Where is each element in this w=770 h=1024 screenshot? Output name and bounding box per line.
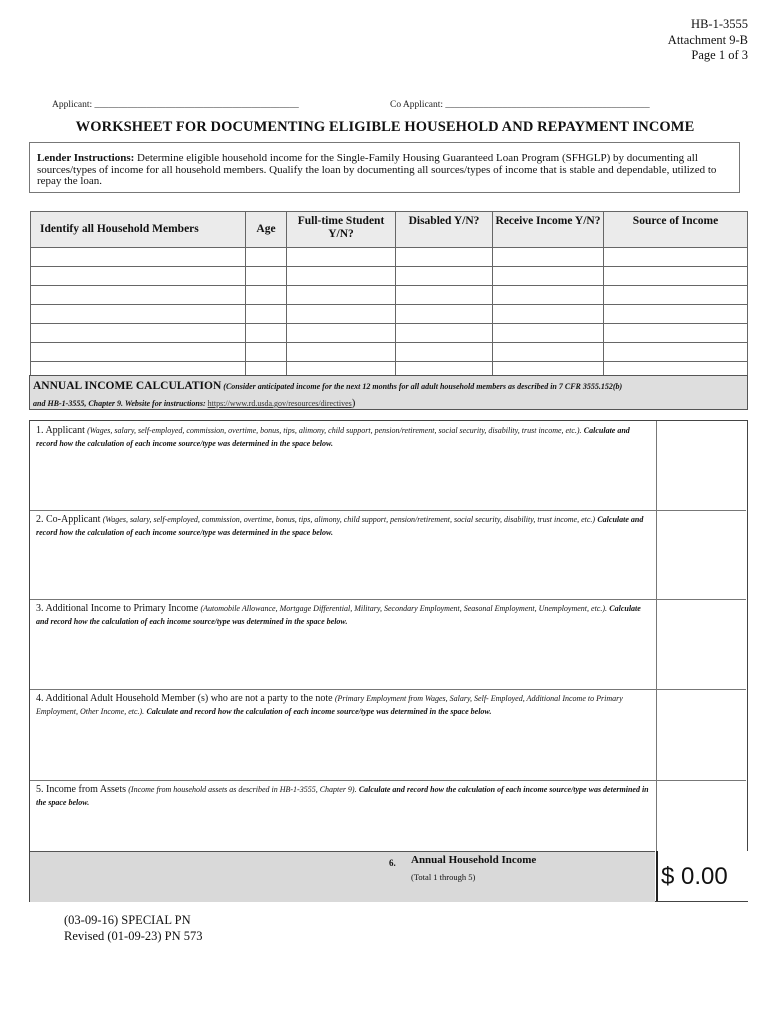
member-cell-input[interactable] — [287, 325, 395, 343]
co-applicant-field[interactable]: Co Applicant: ___________________________________________ — [390, 100, 650, 110]
member-cell[interactable] — [604, 286, 748, 305]
lender-instructions-text: Determine eligible household income for the Single-Family Housing Guaranteed Loan Program (SFHGLP) by documenting all sources/types of income for all household members. Qualify the loan by documenting all sources/types of income that is stable and dependable, utilized to repay the loan. — [37, 152, 717, 187]
section-2-italic: (Wages, salary, self-employed, commission, overtime, bonus, tips, alimony, child support, pension/retirement, social security, disability, trust income, etc.) — [102, 515, 596, 524]
member-cell[interactable] — [246, 305, 287, 324]
footer-line-2: Revised (01-09-23) PN 573 — [64, 929, 203, 943]
member-cell-input[interactable] — [246, 287, 286, 305]
section-4-bold: Calculate and record how the calculation of each income source/type was determined in the space below. — [146, 707, 492, 716]
member-cell[interactable] — [287, 305, 396, 324]
col-household-members: Identify all Household Members — [31, 212, 246, 248]
member-row — [31, 286, 748, 305]
member-cell-input[interactable] — [31, 344, 245, 362]
annual-income-note2: and HB-1-3555, Chapter 9. Website for instructions: — [33, 399, 206, 408]
member-row — [31, 267, 748, 286]
member-cell-input[interactable] — [493, 325, 603, 343]
total-number: 6. — [389, 858, 396, 868]
section-4-italic: (Primary Employment from Wages, Salary, Self- Employed, Additional Income to Primary Employment, Other Income, etc.). — [36, 694, 623, 716]
member-cell[interactable] — [604, 305, 748, 324]
member-cell-input[interactable] — [396, 325, 492, 343]
col-receive-income: Receive Income Y/N? — [493, 212, 604, 248]
member-cell[interactable] — [287, 286, 396, 305]
section-1-lead: 1. Applicant — [36, 425, 85, 436]
member-cell-input[interactable] — [604, 287, 747, 305]
form-footer — [64, 912, 203, 944]
section-3-italic: (Automobile Allowance, Mortgage Differential, Military, Secondary Employment, Seasonal Employment, Unemployment, etc.). — [200, 604, 608, 613]
member-cell-input[interactable] — [493, 268, 603, 286]
member-row — [31, 248, 748, 267]
member-cell-input[interactable] — [396, 344, 492, 362]
member-cell-input[interactable] — [287, 249, 395, 267]
applicant-field[interactable]: Applicant: ___________________________________________ — [52, 100, 299, 110]
member-cell-input[interactable] — [287, 306, 395, 324]
annual-income-note: (Consider anticipated income for the next 12 months for all adult household members as described in 7 CFR 3555.152(b) — [223, 382, 623, 391]
member-cell[interactable] — [493, 324, 604, 343]
member-cell[interactable] — [246, 286, 287, 305]
member-cell-input[interactable] — [31, 249, 245, 267]
member-cell-input[interactable] — [604, 249, 747, 267]
member-cell-input[interactable] — [31, 287, 245, 305]
col-source-of-income: Source of Income — [604, 212, 748, 248]
col-age: Age — [246, 212, 287, 248]
section-5-italic: (Income from household assets as described in HB-1-3555, Chapter 9). — [128, 785, 357, 794]
total-amount-box — [656, 851, 748, 901]
member-cell[interactable] — [396, 286, 493, 305]
member-cell[interactable] — [396, 267, 493, 286]
section-5-bold: Calculate and record how the calculation of each income source/type was determined in the space below. — [36, 785, 649, 807]
member-cell[interactable] — [493, 343, 604, 362]
member-cell-input[interactable] — [396, 249, 492, 267]
section-4-lead: 4. Additional Adult Household Member (s) who are not a party to the note — [36, 693, 333, 704]
member-cell-input[interactable] — [31, 325, 245, 343]
section-1-amount-input[interactable] — [657, 421, 747, 510]
annual-income-close: ) — [351, 397, 356, 409]
section-4-text — [36, 692, 651, 718]
member-cell-input[interactable] — [493, 287, 603, 305]
footer-line-1: (03-09-16) SPECIAL PN — [64, 913, 191, 927]
member-cell[interactable] — [493, 267, 604, 286]
member-cell[interactable] — [31, 267, 246, 286]
member-cell[interactable] — [31, 324, 246, 343]
section-5-lead: 5. Income from Assets — [36, 784, 126, 795]
member-cell[interactable] — [246, 267, 287, 286]
member-row — [31, 305, 748, 324]
section-2-text — [36, 513, 651, 539]
member-cell[interactable] — [396, 305, 493, 324]
member-cell-input[interactable] — [396, 268, 492, 286]
section-5-amount[interactable] — [656, 780, 747, 851]
section-2-bold: Calculate and record how the calculation of each income source/type was determined in the space below. — [36, 515, 644, 537]
member-cell[interactable] — [287, 248, 396, 267]
member-cell[interactable] — [396, 248, 493, 267]
section-3-bold: Calculate and record how the calculation of each income source/type was determined in the space below. — [36, 604, 641, 626]
section-2-lead: 2. Co-Applicant — [36, 514, 101, 525]
member-cell[interactable] — [31, 286, 246, 305]
member-cell[interactable] — [246, 324, 287, 343]
member-cell[interactable] — [396, 324, 493, 343]
total-sublabel: (Total 1 through 5) — [411, 872, 476, 882]
page-number: Page 1 of 3 — [691, 48, 748, 62]
section-5-amount-input[interactable] — [657, 780, 747, 851]
member-cell[interactable] — [493, 248, 604, 267]
member-cell[interactable] — [604, 267, 748, 286]
col-disabled: Disabled Y/N? — [396, 212, 493, 248]
section-2-amount[interactable] — [656, 510, 747, 599]
member-cell-input[interactable] — [287, 344, 395, 362]
section-1-text — [36, 424, 651, 450]
member-cell-input[interactable] — [31, 306, 245, 324]
col-fulltime-student: Full-time Student Y/N? — [287, 212, 396, 248]
member-cell-input[interactable] — [604, 306, 747, 324]
member-cell-input[interactable] — [246, 306, 286, 324]
form-header — [668, 17, 748, 64]
section-assets — [30, 780, 746, 851]
section-applicant — [30, 421, 746, 511]
member-cell-input[interactable] — [396, 287, 492, 305]
member-cell[interactable] — [31, 248, 246, 267]
section-4-amount[interactable] — [656, 689, 747, 780]
member-cell[interactable] — [396, 343, 493, 362]
section-4-amount-input[interactable] — [657, 689, 747, 780]
member-cell-input[interactable] — [287, 268, 395, 286]
directives-link[interactable]: https://www.rd.usda.gov/resources/directives — [207, 399, 352, 408]
member-cell[interactable] — [493, 286, 604, 305]
member-cell[interactable] — [246, 248, 287, 267]
member-cell-input[interactable] — [604, 344, 747, 362]
member-cell[interactable] — [604, 248, 748, 267]
member-cell-input[interactable] — [246, 249, 286, 267]
member-cell-input[interactable] — [493, 344, 603, 362]
annual-household-income-row — [30, 851, 655, 902]
section-5-text — [36, 783, 651, 809]
member-cell[interactable] — [31, 343, 246, 362]
member-cell[interactable] — [604, 343, 748, 362]
section-2-amount-input[interactable] — [657, 510, 747, 599]
section-additional-income — [30, 599, 746, 690]
annual-income-banner — [29, 375, 748, 410]
member-cell[interactable] — [287, 343, 396, 362]
member-cell[interactable] — [287, 267, 396, 286]
attachment-label: Attachment 9-B — [667, 32, 748, 47]
section-3-amount[interactable] — [656, 599, 747, 689]
section-3-amount-input[interactable] — [657, 599, 747, 689]
section-1-bold: Calculate and record how the calculation of each income source/type was determined in the space below. — [36, 426, 630, 448]
member-cell-input[interactable] — [493, 306, 603, 324]
member-cell[interactable] — [493, 305, 604, 324]
member-row — [31, 343, 748, 362]
lender-instructions-label: Lender Instructions: — [37, 152, 135, 164]
member-cell-input[interactable] — [246, 268, 286, 286]
section-1-amount[interactable] — [656, 421, 747, 510]
member-cell[interactable] — [31, 305, 246, 324]
member-cell-input[interactable] — [396, 306, 492, 324]
section-additional-adult — [30, 689, 746, 781]
member-row — [31, 324, 748, 343]
form-number: HB-1-3555 — [691, 17, 748, 31]
member-cell-input[interactable] — [246, 344, 286, 362]
member-cell-input[interactable] — [493, 249, 603, 267]
section-co-applicant — [30, 510, 746, 600]
member-cell-input[interactable] — [604, 325, 747, 343]
section-1-italic: (Wages, salary, self-employed, commission, overtime, bonus, tips, alimony, child support, pension/retirement, social security, disability, trust income, etc.). — [87, 426, 582, 435]
section-3-text — [36, 602, 651, 628]
section-3-lead: 3. Additional Income to Primary Income — [36, 603, 199, 614]
total-amount: $ 0.00 — [661, 863, 728, 890]
member-cell-input[interactable] — [287, 287, 395, 305]
lender-instructions-box — [29, 142, 740, 193]
member-cell-input[interactable] — [31, 268, 245, 286]
annual-income-title: ANNUAL INCOME CALCULATION — [33, 380, 222, 392]
total-label: Annual Household Income — [411, 854, 537, 866]
member-cell-input[interactable] — [604, 268, 747, 286]
household-members-table — [30, 211, 748, 400]
member-cell[interactable] — [287, 324, 396, 343]
income-calculation-table — [29, 420, 748, 902]
worksheet-title: WORKSHEET FOR DOCUMENTING ELIGIBLE HOUSEHOLD AND REPAYMENT INCOME — [75, 119, 695, 135]
member-cell-input[interactable] — [246, 325, 286, 343]
member-cell[interactable] — [246, 343, 287, 362]
member-cell[interactable] — [604, 324, 748, 343]
